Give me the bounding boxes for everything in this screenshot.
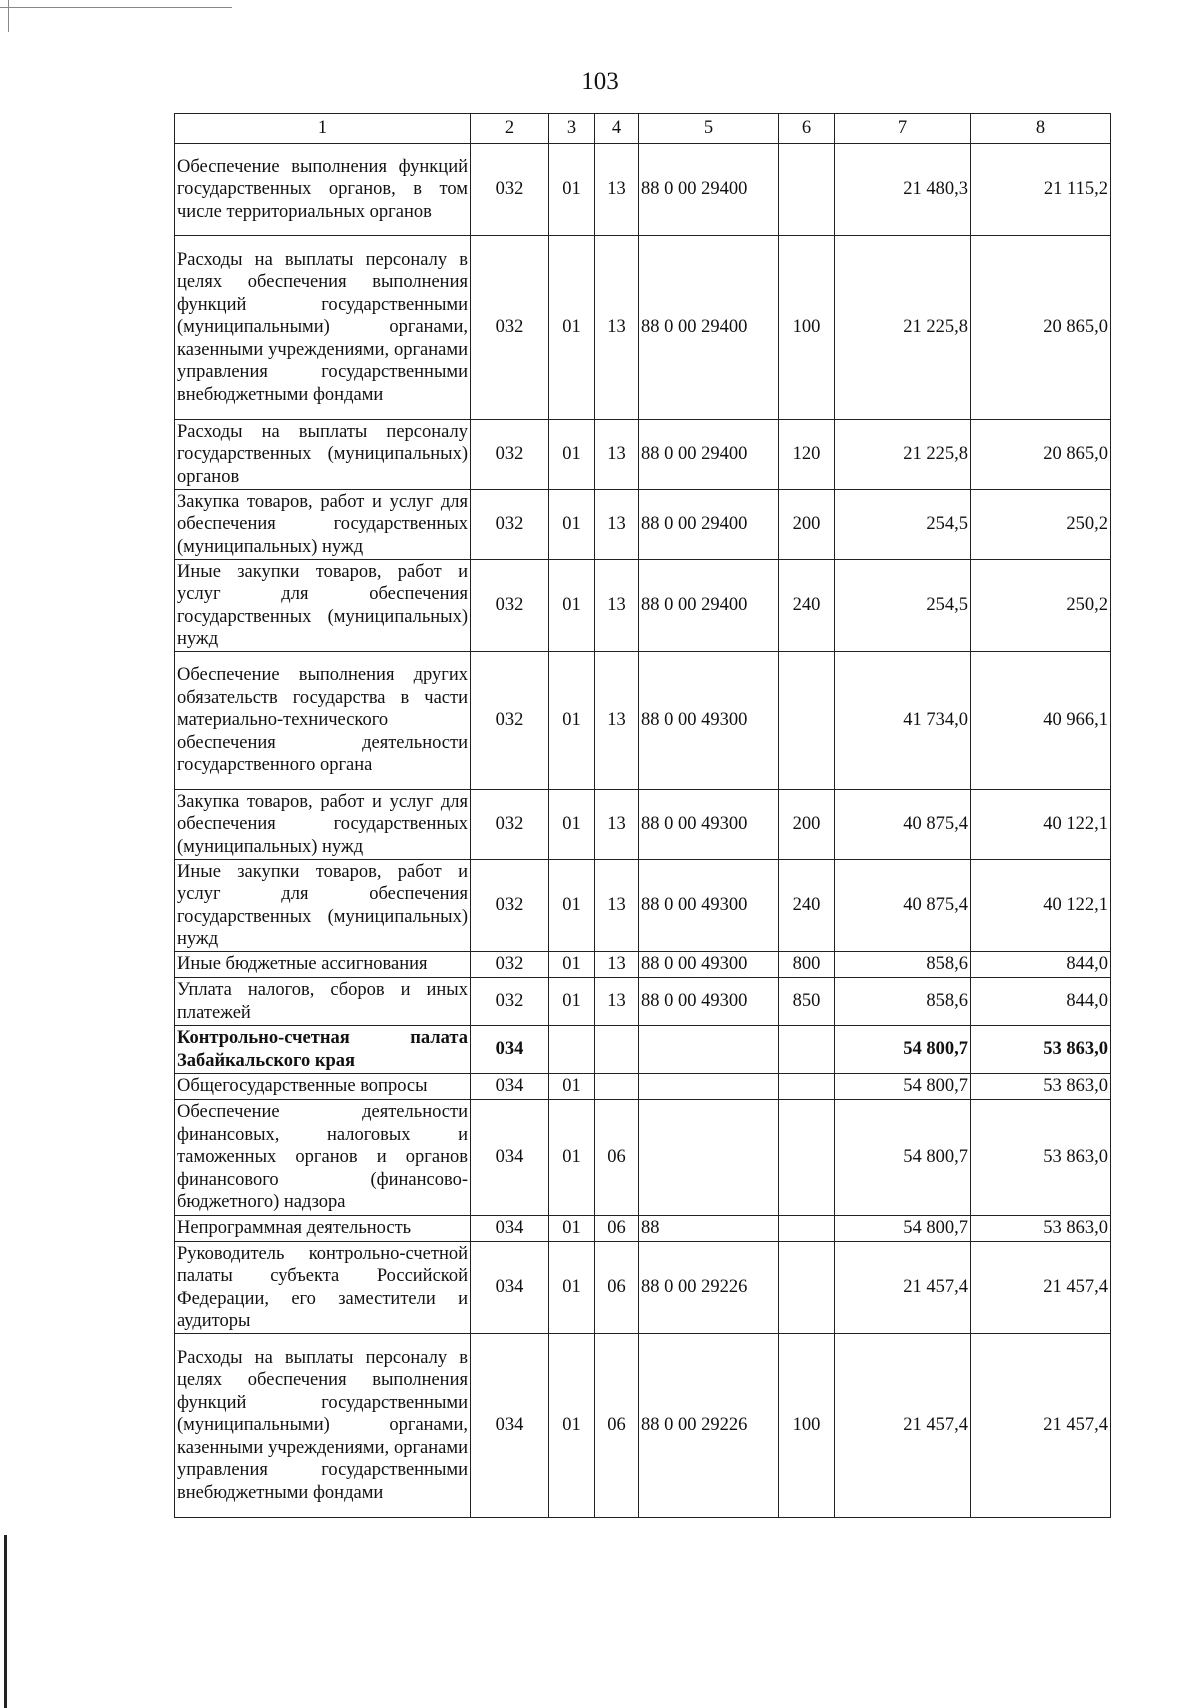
table-row: [175, 1026, 1111, 1074]
cell-section: 01: [549, 860, 595, 952]
table-row: [175, 1074, 1111, 1100]
header-cell-3: 3: [549, 114, 595, 144]
cell-amount-year1: 54 800,7: [835, 1074, 971, 1100]
cell-name: Обеспечение выполнения функций государственных органов, в том числе территориальных органов: [175, 144, 471, 236]
table-row: [175, 420, 1111, 490]
table-body: [175, 144, 1111, 1518]
budget-table: [174, 113, 1111, 1518]
cell-section: 01: [549, 1216, 595, 1242]
cell-name: Расходы на выплаты персоналу в целях обеспечения выполнения функций государственными (муниципальными) органами, казенными учреждениями, органами управления государственными внебюджетными фондами: [175, 1334, 471, 1518]
cell-subsection: [595, 1026, 639, 1074]
cell-subsection: 13: [595, 420, 639, 490]
cell-expense-type: [779, 1100, 835, 1216]
table-row: [175, 1242, 1111, 1334]
cell-amount-year2: 250,2: [971, 490, 1111, 560]
cell-expense-type: 850: [779, 978, 835, 1026]
cell-admin-code: 032: [471, 790, 549, 860]
header-cell-7: 7: [835, 114, 971, 144]
cell-name: Иные бюджетные ассигнования: [175, 952, 471, 978]
cell-admin-code: 032: [471, 490, 549, 560]
cell-section: 01: [549, 1100, 595, 1216]
cell-expense-type: [779, 1216, 835, 1242]
cell-target-article: 88: [639, 1216, 779, 1242]
cell-subsection: 13: [595, 144, 639, 236]
cell-amount-year1: 21 480,3: [835, 144, 971, 236]
cell-admin-code: 034: [471, 1026, 549, 1074]
cell-subsection: 13: [595, 236, 639, 420]
cell-name: Общегосударственные вопросы: [175, 1074, 471, 1100]
table-row: [175, 860, 1111, 952]
cell-admin-code: 032: [471, 860, 549, 952]
table-row: [175, 1216, 1111, 1242]
cell-admin-code: 034: [471, 1100, 549, 1216]
table-row: [175, 790, 1111, 860]
cell-target-article: 88 0 00 49300: [639, 790, 779, 860]
cell-expense-type: [779, 1074, 835, 1100]
cell-admin-code: 032: [471, 560, 549, 652]
cell-amount-year1: 54 800,7: [835, 1026, 971, 1074]
table-row: [175, 978, 1111, 1026]
cell-amount-year1: 21 457,4: [835, 1242, 971, 1334]
cell-subsection: [595, 1074, 639, 1100]
cell-target-article: 88 0 00 29400: [639, 490, 779, 560]
cell-admin-code: 032: [471, 952, 549, 978]
cell-target-article: 88 0 00 49300: [639, 860, 779, 952]
cell-subsection: 13: [595, 652, 639, 790]
cell-subsection: 13: [595, 790, 639, 860]
cell-subsection: 06: [595, 1216, 639, 1242]
cell-expense-type: 240: [779, 860, 835, 952]
cell-admin-code: 034: [471, 1216, 549, 1242]
header-cell-2: 2: [471, 114, 549, 144]
cell-target-article: 88 0 00 29400: [639, 420, 779, 490]
cell-section: 01: [549, 652, 595, 790]
cell-target-article: 88 0 00 49300: [639, 952, 779, 978]
cell-amount-year1: 254,5: [835, 560, 971, 652]
cell-admin-code: 032: [471, 652, 549, 790]
cell-section: 01: [549, 952, 595, 978]
header-cell-1: 1: [175, 114, 471, 144]
cell-amount-year2: 40 966,1: [971, 652, 1111, 790]
cell-target-article: [639, 1100, 779, 1216]
table-row: [175, 144, 1111, 236]
cell-admin-code: 032: [471, 236, 549, 420]
cell-target-article: 88 0 00 29226: [639, 1334, 779, 1518]
cell-subsection: 06: [595, 1334, 639, 1518]
cell-amount-year1: 21 457,4: [835, 1334, 971, 1518]
cell-section: 01: [549, 560, 595, 652]
cell-target-article: [639, 1026, 779, 1074]
cell-amount-year1: 40 875,4: [835, 860, 971, 952]
cell-amount-year2: 53 863,0: [971, 1026, 1111, 1074]
cell-amount-year1: 41 734,0: [835, 652, 971, 790]
cell-amount-year2: 53 863,0: [971, 1100, 1111, 1216]
cell-section: 01: [549, 236, 595, 420]
header-row: [175, 114, 1111, 144]
cell-subsection: 13: [595, 860, 639, 952]
cell-expense-type: [779, 1026, 835, 1074]
cell-section: 01: [549, 1334, 595, 1518]
cell-name: Обеспечение деятельности финансовых, налоговых и таможенных органов и органов финансового (финансово-бюджетного) надзора: [175, 1100, 471, 1216]
header-cell-8: 8: [971, 114, 1111, 144]
cell-amount-year2: 250,2: [971, 560, 1111, 652]
cell-expense-type: [779, 144, 835, 236]
cell-section: 01: [549, 1074, 595, 1100]
cell-target-article: 88 0 00 29226: [639, 1242, 779, 1334]
cell-section: 01: [549, 420, 595, 490]
cell-name: Закупка товаров, работ и услуг для обеспечения государственных (муниципальных) нужд: [175, 490, 471, 560]
cell-section: [549, 1026, 595, 1074]
cell-name: Непрограммная деятельность: [175, 1216, 471, 1242]
cell-amount-year2: 20 865,0: [971, 420, 1111, 490]
cell-subsection: 06: [595, 1242, 639, 1334]
cell-target-article: 88 0 00 49300: [639, 652, 779, 790]
cell-name: Обеспечение выполнения других обязательств государства в части материально-технического обеспечения деятельности государственного органа: [175, 652, 471, 790]
cell-admin-code: 034: [471, 1334, 549, 1518]
cell-target-article: 88 0 00 29400: [639, 560, 779, 652]
scan-border-left-top: [8, 0, 9, 32]
cell-name: Иные закупки товаров, работ и услуг для обеспечения государственных (муниципальных) нужд: [175, 860, 471, 952]
cell-expense-type: 120: [779, 420, 835, 490]
cell-expense-type: 800: [779, 952, 835, 978]
cell-expense-type: 200: [779, 790, 835, 860]
cell-amount-year2: 21 115,2: [971, 144, 1111, 236]
cell-amount-year1: 21 225,8: [835, 420, 971, 490]
cell-expense-type: 100: [779, 1334, 835, 1518]
cell-amount-year2: 53 863,0: [971, 1074, 1111, 1100]
cell-amount-year2: 20 865,0: [971, 236, 1111, 420]
table-row: [175, 560, 1111, 652]
cell-amount-year2: 53 863,0: [971, 1216, 1111, 1242]
cell-target-article: 88 0 00 49300: [639, 978, 779, 1026]
cell-amount-year1: 40 875,4: [835, 790, 971, 860]
cell-amount-year1: 254,5: [835, 490, 971, 560]
cell-expense-type: 200: [779, 490, 835, 560]
scan-border-left-bottom: [4, 1535, 7, 1708]
cell-section: 01: [549, 790, 595, 860]
cell-name: Расходы на выплаты персоналу в целях обеспечения выполнения функций государственными (муниципальными) органами, казенными учреждениями, органами управления государственными внебюджетными фондами: [175, 236, 471, 420]
cell-amount-year2: 844,0: [971, 952, 1111, 978]
cell-admin-code: 034: [471, 1242, 549, 1334]
cell-subsection: 13: [595, 560, 639, 652]
cell-admin-code: 032: [471, 420, 549, 490]
table-row: [175, 490, 1111, 560]
cell-amount-year2: 21 457,4: [971, 1242, 1111, 1334]
cell-name: Расходы на выплаты персоналу государственных (муниципальных) органов: [175, 420, 471, 490]
cell-expense-type: [779, 652, 835, 790]
cell-amount-year2: 844,0: [971, 978, 1111, 1026]
page-number: 103: [581, 68, 619, 95]
cell-name: Уплата налогов, сборов и иных платежей: [175, 978, 471, 1026]
cell-amount-year2: 21 457,4: [971, 1334, 1111, 1518]
cell-name: Контрольно-счетная палата Забайкальского края: [175, 1026, 471, 1074]
cell-target-article: 88 0 00 29400: [639, 144, 779, 236]
cell-target-article: [639, 1074, 779, 1100]
header-cell-5: 5: [639, 114, 779, 144]
cell-subsection: 13: [595, 978, 639, 1026]
cell-target-article: 88 0 00 29400: [639, 236, 779, 420]
cell-name: Закупка товаров, работ и услуг для обеспечения государственных (муниципальных) нужд: [175, 790, 471, 860]
header-cell-6: 6: [779, 114, 835, 144]
cell-admin-code: 032: [471, 978, 549, 1026]
table-row: [175, 1334, 1111, 1518]
cell-amount-year2: 40 122,1: [971, 790, 1111, 860]
header-cell-4: 4: [595, 114, 639, 144]
cell-amount-year1: 54 800,7: [835, 1100, 971, 1216]
cell-amount-year1: 54 800,7: [835, 1216, 971, 1242]
cell-name: Иные закупки товаров, работ и услуг для обеспечения государственных (муниципальных) нужд: [175, 560, 471, 652]
cell-amount-year1: 858,6: [835, 952, 971, 978]
cell-amount-year1: 21 225,8: [835, 236, 971, 420]
cell-expense-type: 100: [779, 236, 835, 420]
table-row: [175, 652, 1111, 790]
cell-admin-code: 032: [471, 144, 549, 236]
cell-subsection: 13: [595, 490, 639, 560]
table-row: [175, 236, 1111, 420]
table-row: [175, 952, 1111, 978]
cell-amount-year2: 40 122,1: [971, 860, 1111, 952]
cell-name: Руководитель контрольно-счетной палаты субъекта Российской Федерации, его заместители и аудиторы: [175, 1242, 471, 1334]
scan-border-top: [0, 7, 232, 8]
cell-section: 01: [549, 978, 595, 1026]
cell-subsection: 06: [595, 1100, 639, 1216]
cell-section: 01: [549, 490, 595, 560]
cell-subsection: 13: [595, 952, 639, 978]
cell-section: 01: [549, 1242, 595, 1334]
cell-section: 01: [549, 144, 595, 236]
cell-expense-type: [779, 1242, 835, 1334]
cell-admin-code: 034: [471, 1074, 549, 1100]
cell-expense-type: 240: [779, 560, 835, 652]
cell-amount-year1: 858,6: [835, 978, 971, 1026]
table-row: [175, 1100, 1111, 1216]
